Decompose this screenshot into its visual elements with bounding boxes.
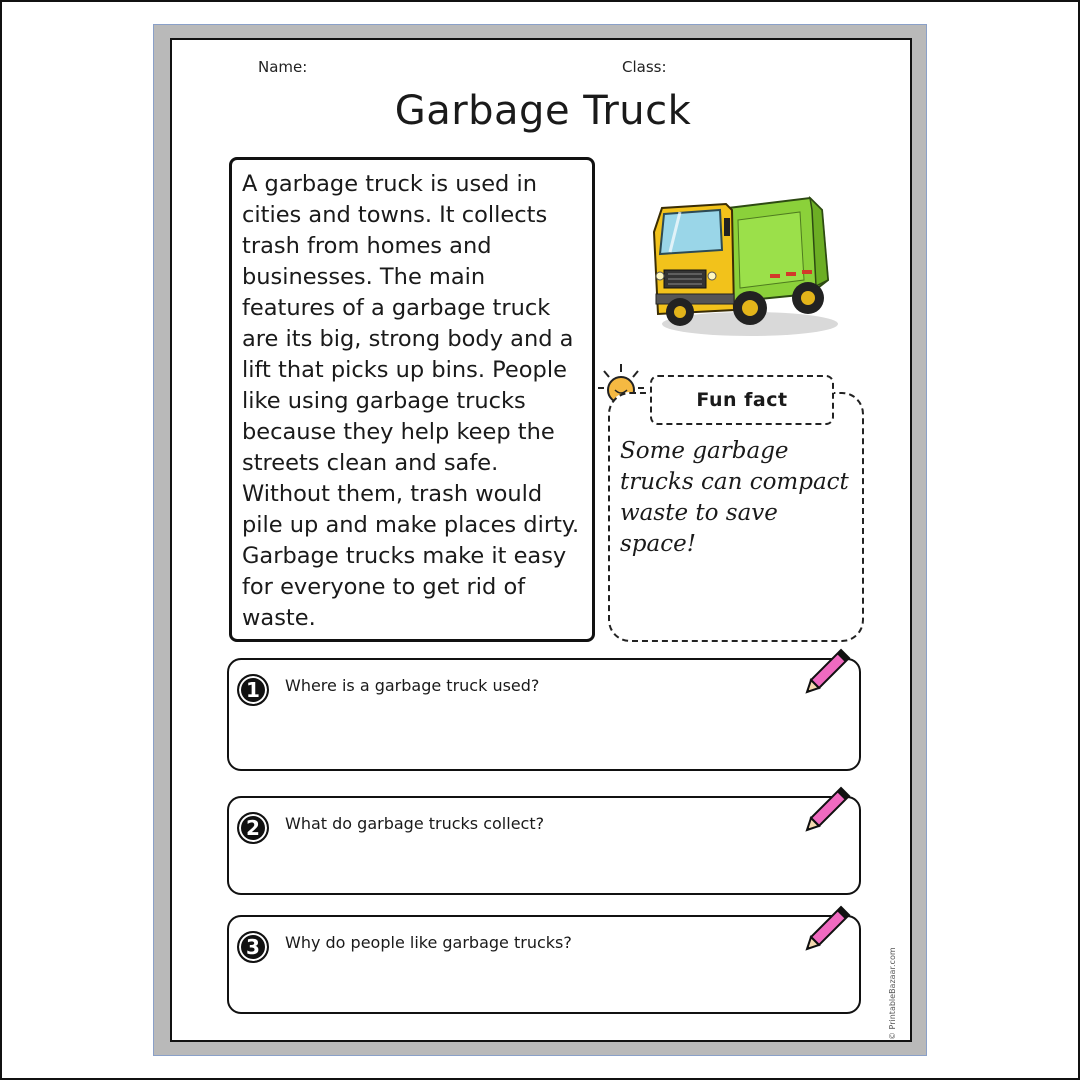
question-text: Where is a garbage truck used? [285,676,540,695]
question-3-box[interactable] [227,915,861,1014]
question-number: 3 [237,931,269,963]
name-label: Name: [258,58,308,76]
page-title: Garbage Truck [394,88,692,134]
pencil-icon [803,648,851,694]
passage-box [229,157,595,642]
question-number: 2 [237,812,269,844]
class-label: Class: [622,58,667,76]
credit-text: © PrintableBazaar.com [888,947,897,1040]
question-text: Why do people like garbage trucks? [285,933,572,952]
question-1-box[interactable] [227,658,861,771]
question-text: What do garbage trucks collect? [285,814,545,833]
fun-fact-text: Some garbage trucks can compact waste to save space! [620,438,849,557]
question-number: 1 [237,674,269,706]
passage-text: A garbage truck is used in cities and towns. It collects trash from homes and businesses. The main features of a garbage truck are its big, strong body and a lift that picks up bins. People like using garbage trucks because they help keep the streets clean and safe. Without them, trash would pile up and make places dirty. Garbage trucks make it easy for everyone to get rid of waste. [242,171,580,631]
worksheet [170,38,912,1042]
pencil-icon [803,786,851,832]
fun-fact-heading: Fun fact [650,375,834,425]
pencil-icon [803,905,851,951]
question-2-box[interactable] [227,796,861,895]
garbage-truck-illustration [650,190,840,342]
